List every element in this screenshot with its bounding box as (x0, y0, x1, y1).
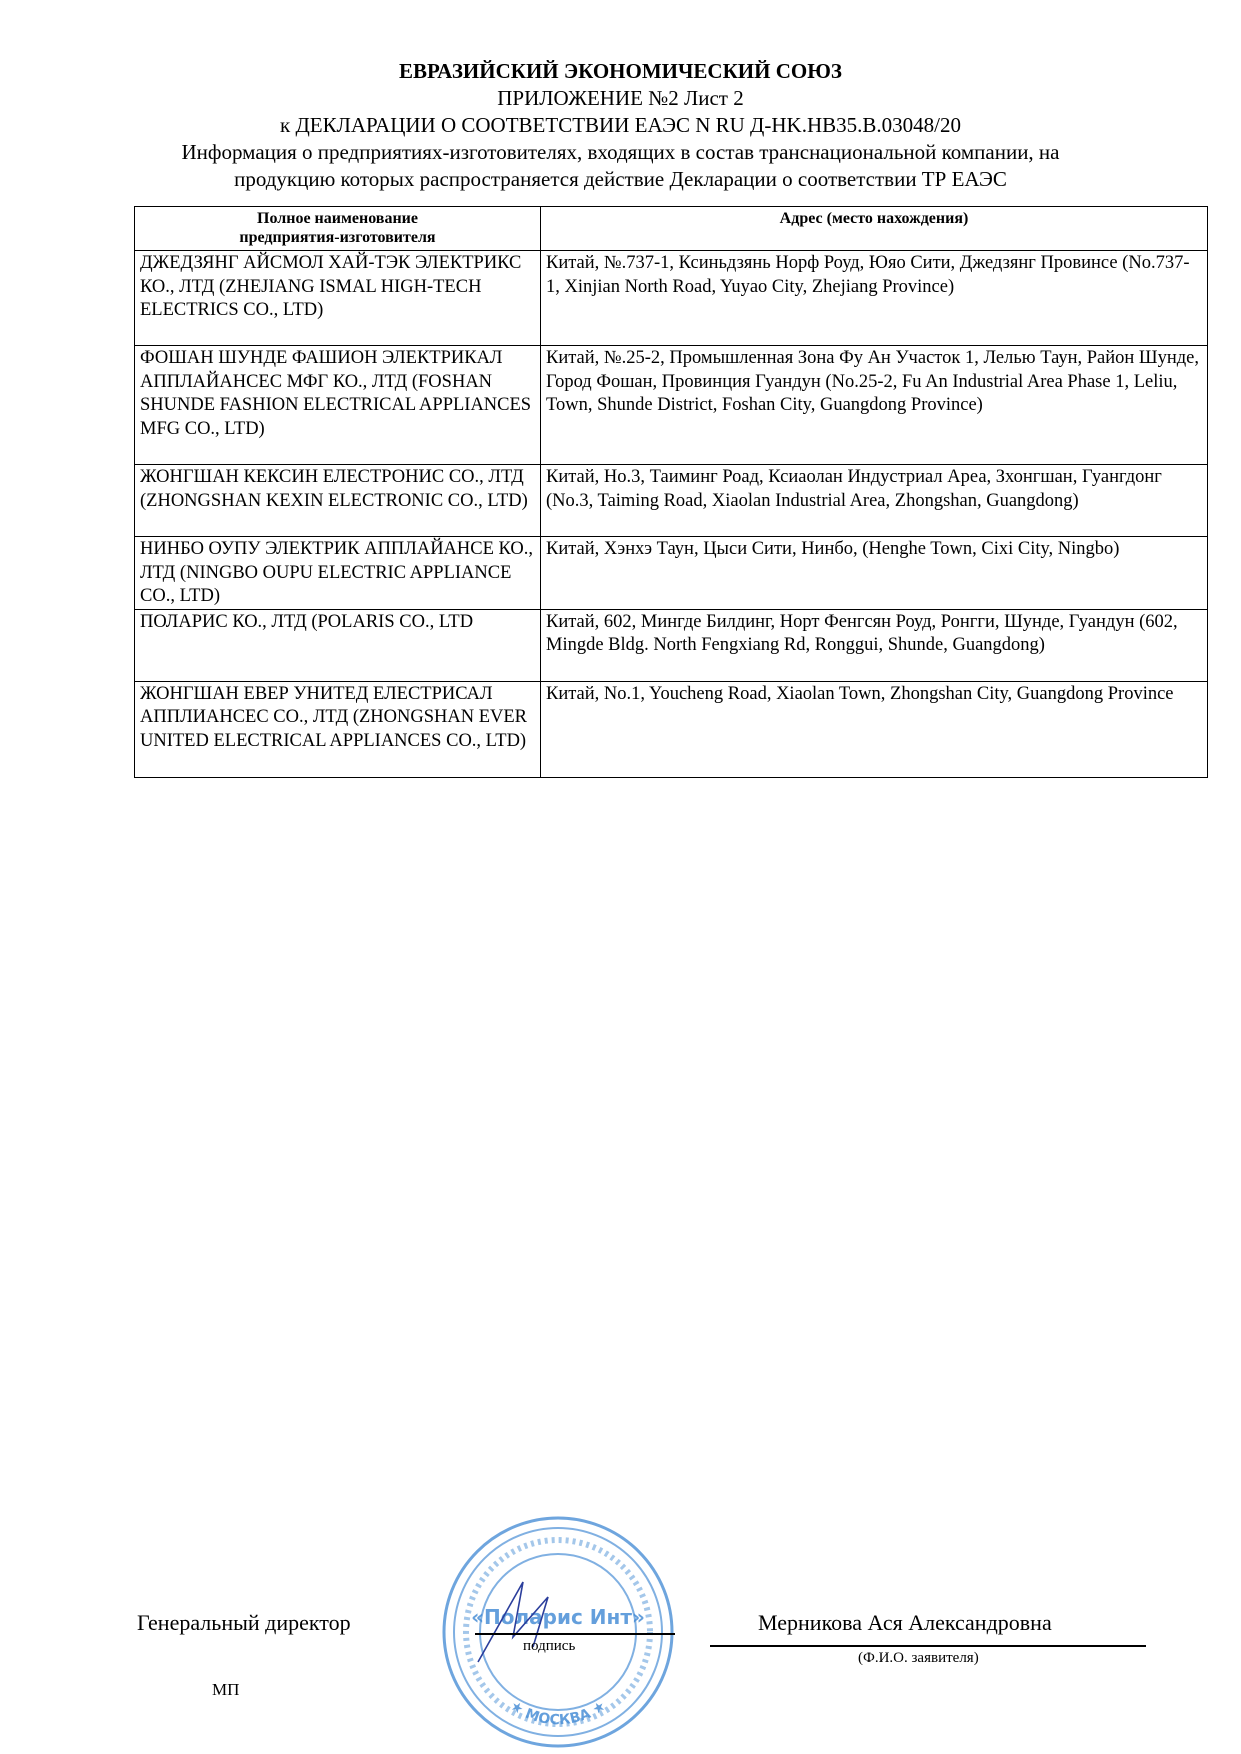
manufacturer-address: Китай, 602, Мингде Билдинг, Норт Фенгсян Роуд, Ронгги, Шунде, Гуандун (602, Mingde Bldg. North Fengxiang Rd, Ronggui, Shunde, Guangdong) (541, 609, 1208, 681)
table-header-row (135, 207, 1208, 251)
signature-label: подпись (523, 1638, 576, 1654)
full-name-label: (Ф.И.О. заявителя) (858, 1650, 979, 1666)
manufacturer-address: Китай, Хэнхэ Таун, Цыси Сити, Нинбо, (Henghe Town, Cixi City, Ningbo) (541, 537, 1208, 610)
declaration-number: к ДЕКЛАРАЦИИ О СООТВЕТСТВИИ ЕАЭС N RU Д-HK.НВ35.В.03048/20 (280, 113, 961, 137)
table-row (135, 465, 1208, 537)
position-title: Генеральный директор (137, 1610, 351, 1635)
company-stamp (438, 1512, 678, 1752)
column-header-name: Полное наименование предприятия-изготовителя (135, 207, 541, 251)
manufacturer-address: Китай, Но.3, Таиминг Роад, Ксиаолан Индустриал Ареа, Зхонгшан, Гуангдонг (No.3, Taiming Road, Xiaolan Industrial Area, Zhongshan, Guangdong) (541, 465, 1208, 537)
name-line (710, 1645, 1146, 1647)
manufacturers-table (134, 206, 1208, 778)
info-line-2: продукцию которых распространяется действие Декларации о соответствии ТР ЕАЭС (234, 167, 1007, 191)
manufacturer-name: ЖОНГШАН КЕКСИН ЕЛЕСТРОНИС CO., ЛТД (ZHONGSHAN KEXIN ELECTRONIC CO., LTD) (135, 465, 541, 537)
manufacturer-name: ЖОНГШАН ЕВЕР УНИТЕД ЕЛЕСТРИСАЛ АППЛИАНСЕС CO., ЛТД (ZHONGSHAN EVER UNITED ELECTRICAL APPLIANCES CO., LTD) (135, 681, 541, 777)
table-row (135, 609, 1208, 681)
stamp-city: ★ МОСКВА ★ (507, 1697, 609, 1729)
table-row (135, 346, 1208, 465)
signature-line (475, 1633, 675, 1635)
stamp-company-name: «Поларис Инт» (471, 1605, 645, 1629)
stamp-place-label: МП (212, 1680, 240, 1699)
manufacturer-name: ПОЛАРИС КО., ЛТД (POLARIS CO., LTD (135, 609, 541, 681)
manufacturer-name: ФОШАН ШУНДЕ ФАШИОН ЭЛЕКТРИКАЛ АППЛАЙАНСЕС МФГ КО., ЛТД (FOSHAN SHUNDE FASHION ELECTRICAL APPLIANCES MFG CO., LTD) (135, 346, 541, 465)
appendix-title: ПРИЛОЖЕНИЕ №2 Лист 2 (497, 86, 744, 110)
manufacturer-address: Китай, No.1, Youcheng Road, Xiaolan Town, Zhongshan City, Guangdong Province (541, 681, 1208, 777)
table-row (135, 681, 1208, 777)
table-row (135, 537, 1208, 610)
manufacturer-address: Китай, №.25-2, Промышленная Зона Фу Ан Участок 1, Лелью Таун, Район Шунде, Город Фошан, Провинция Гуандун (No.25-2, Fu An Industrial Area Phase 1, Leliu, Town, Shunde District, Foshan City, Guangdong Province) (541, 346, 1208, 465)
manufacturer-name: ДЖЕДЗЯНГ АЙСМОЛ ХАЙ-ТЭК ЭЛЕКТРИКС КО., ЛТД (ZHEJIANG ISMAL HIGH-TECH ELECTRICS CO., LTD) (135, 251, 541, 346)
manufacturer-address: Китай, №.737-1, Ксиньдзянь Норф Роуд, Юяо Сити, Джедзянг Провинсе (No.737-1, Xinjian North Road, Yuyao City, Zhejiang Province) (541, 251, 1208, 346)
column-header-address: Адрес (место нахождения) (541, 207, 1208, 251)
svg-text:★ МОСКВА ★ (507, 1698, 608, 1728)
document-header (0, 58, 1241, 193)
applicant-full-name: Мерникова Ася Александровна (758, 1610, 1052, 1635)
table-row (135, 251, 1208, 346)
manufacturer-name: НИНБО ОУПУ ЭЛЕКТРИК АППЛАЙАНСЕ КО., ЛТД (NINGBO OUPU ELECTRIC APPLIANCE CO., LTD) (135, 537, 541, 610)
union-title: ЕВРАЗИЙСКИЙ ЭКОНОМИЧЕСКИЙ СОЮЗ (399, 59, 842, 83)
info-line-1: Информация о предприятиях-изготовителях, входящих в состав транснациональной компании, на (181, 140, 1060, 164)
